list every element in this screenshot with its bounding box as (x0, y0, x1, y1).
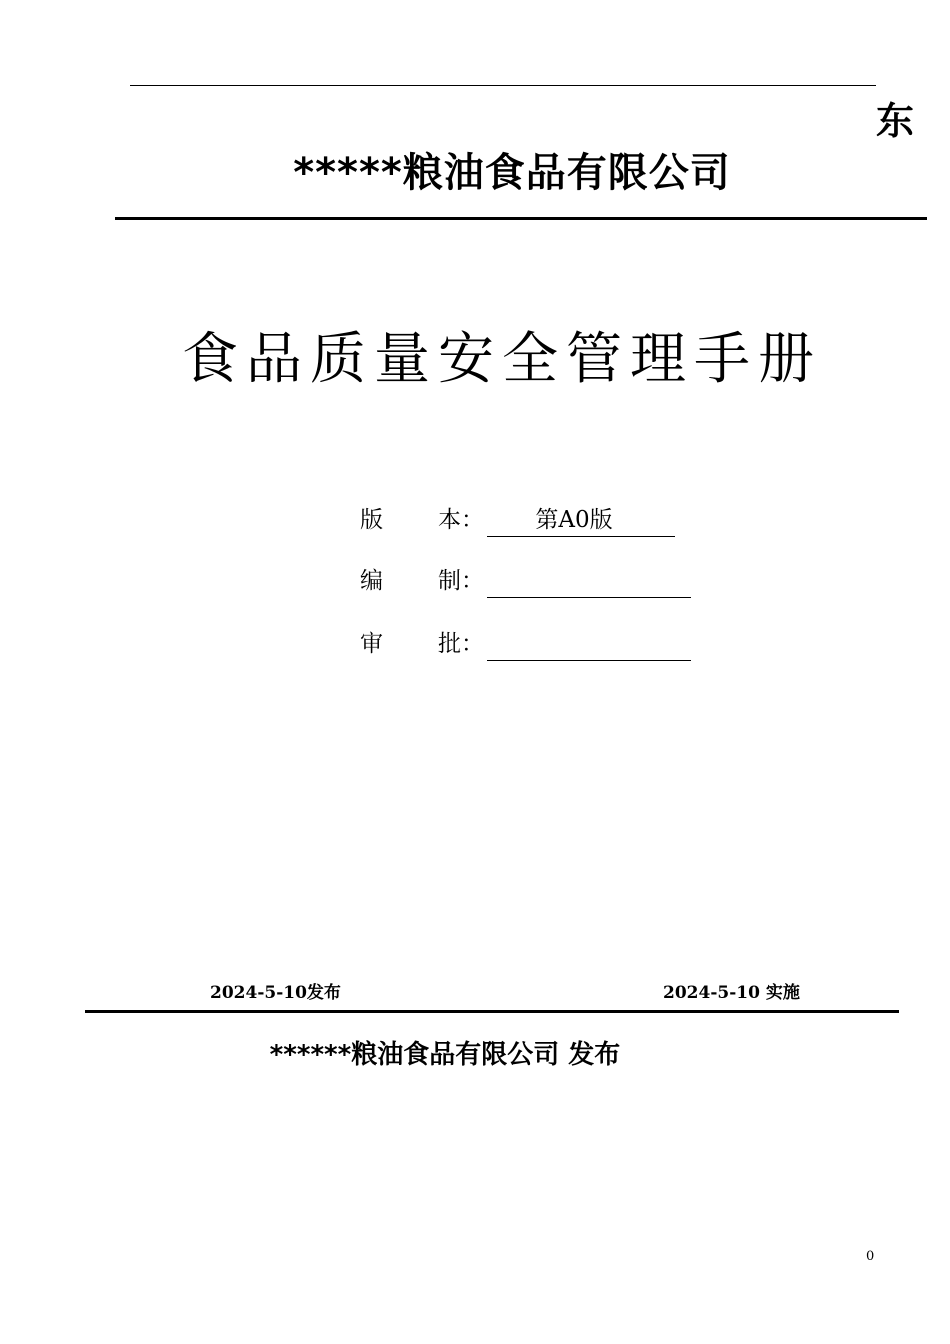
approver-value (487, 626, 691, 661)
header-rule (115, 217, 927, 220)
version-field (360, 502, 613, 538)
editor-field (360, 563, 486, 599)
document-title: 食品质量安全管理手册 (182, 327, 822, 392)
editor-value (487, 563, 691, 598)
company-name-header: *****粮油食品有限公司 (293, 150, 731, 196)
publish-date: 2024-5-10发布 (210, 983, 341, 1003)
issuer-line: ******粮油食品有限公司 发布 (269, 1040, 621, 1070)
editor-label: 编 制： (360, 568, 484, 594)
version-value: 第A0版 (487, 502, 675, 537)
approver-label: 审 批： (360, 631, 484, 657)
header-corner-char: 东 (875, 99, 914, 143)
approver-field (360, 626, 486, 662)
version-label: 版 本： (360, 507, 484, 533)
page-number: 0 (866, 1249, 875, 1264)
footer-rule (85, 1010, 899, 1013)
top-rule (130, 85, 876, 86)
effective-date: 2024-5-10 实施 (663, 983, 800, 1003)
